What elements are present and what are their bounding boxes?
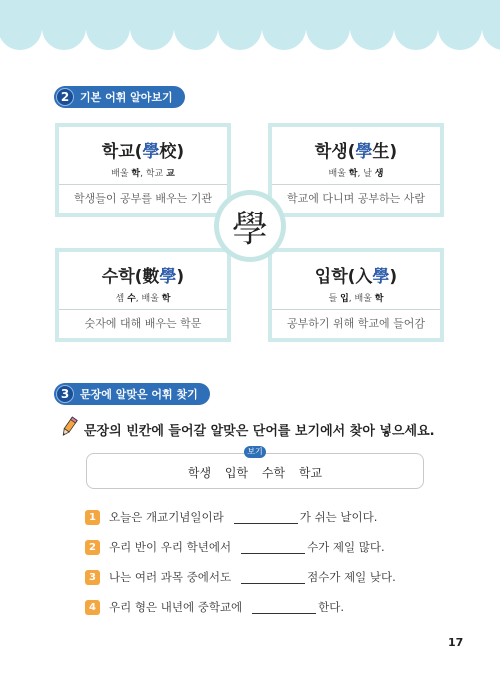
card-divider	[59, 184, 227, 185]
section-2-header	[54, 86, 185, 108]
question-row	[85, 598, 344, 616]
question-text-after: 한다.	[318, 600, 345, 614]
center-hanja: 學	[219, 195, 281, 257]
pencil-icon	[58, 416, 80, 438]
question-number-badge: 4	[85, 600, 100, 615]
answer-blank[interactable]	[234, 511, 298, 524]
question-row	[85, 538, 385, 556]
answer-blank[interactable]	[252, 601, 316, 614]
vocab-card-입학	[268, 248, 444, 342]
section-title: 기본 어휘 알아보기	[80, 91, 173, 104]
card-definition: 공부하기 위해 학교에 들어감	[286, 317, 425, 330]
section-title: 문장에 알맞은 어휘 찾기	[80, 388, 198, 401]
card-meaning: 배울 학, 학교 교	[111, 169, 175, 179]
card-title: 학교(學校)	[101, 142, 185, 162]
section-number: 3	[56, 385, 74, 403]
card-divider	[272, 184, 440, 185]
vocab-card-학생	[268, 123, 444, 217]
section-3-header	[54, 383, 210, 405]
question-number-badge: 1	[85, 510, 100, 525]
bogi-word: 입학	[224, 466, 249, 480]
bogi-word-list	[86, 464, 424, 481]
card-meaning: 들 입, 배울 학	[328, 294, 384, 304]
bogi-word: 수학	[261, 466, 286, 480]
center-hanja-circle	[214, 190, 286, 262]
question-row	[85, 508, 377, 526]
bogi-word: 학교	[298, 466, 323, 480]
answer-blank[interactable]	[241, 571, 305, 584]
card-title: 입학(入學)	[314, 267, 398, 287]
question-text-before: 오늘은 개교기념일이라	[109, 510, 224, 524]
card-meaning: 배울 학, 날 생	[328, 169, 384, 179]
card-divider	[59, 309, 227, 310]
question-text-before: 나는 여러 과목 중에서도	[109, 570, 232, 584]
card-title: 수학(數學)	[101, 267, 185, 287]
question-number-badge: 3	[85, 570, 100, 585]
answer-blank[interactable]	[241, 541, 305, 554]
page-number: 17	[448, 636, 464, 649]
question-text-after: 수가 제일 많다.	[307, 540, 385, 554]
vocab-card-수학	[55, 248, 231, 342]
card-definition: 학생들이 공부를 배우는 기관	[73, 192, 212, 205]
section-number: 2	[56, 88, 74, 106]
top-scalloped-band	[0, 0, 500, 50]
question-text-before: 우리 형은 내년에 중학교에	[109, 600, 243, 614]
question-number-badge: 2	[85, 540, 100, 555]
question-text-after: 가 쉬는 날이다.	[299, 510, 378, 524]
card-divider	[272, 309, 440, 310]
question-text-before: 우리 반이 우리 학년에서	[109, 540, 232, 554]
question-row	[85, 568, 396, 586]
card-title: 학생(學生)	[314, 142, 398, 162]
card-definition: 학교에 다니며 공부하는 사람	[286, 192, 425, 205]
vocab-card-학교	[55, 123, 231, 217]
card-definition: 숫자에 대해 배우는 학문	[84, 317, 202, 330]
bogi-tag: 보기	[244, 446, 266, 458]
instruction-text: 문장의 빈칸에 들어갈 알맞은 단어를 보기에서 찾아 넣으세요.	[84, 424, 435, 439]
bogi-word: 학생	[187, 466, 212, 480]
card-meaning: 셈 수, 배울 학	[115, 294, 171, 304]
question-text-after: 점수가 제일 낮다.	[307, 570, 396, 584]
